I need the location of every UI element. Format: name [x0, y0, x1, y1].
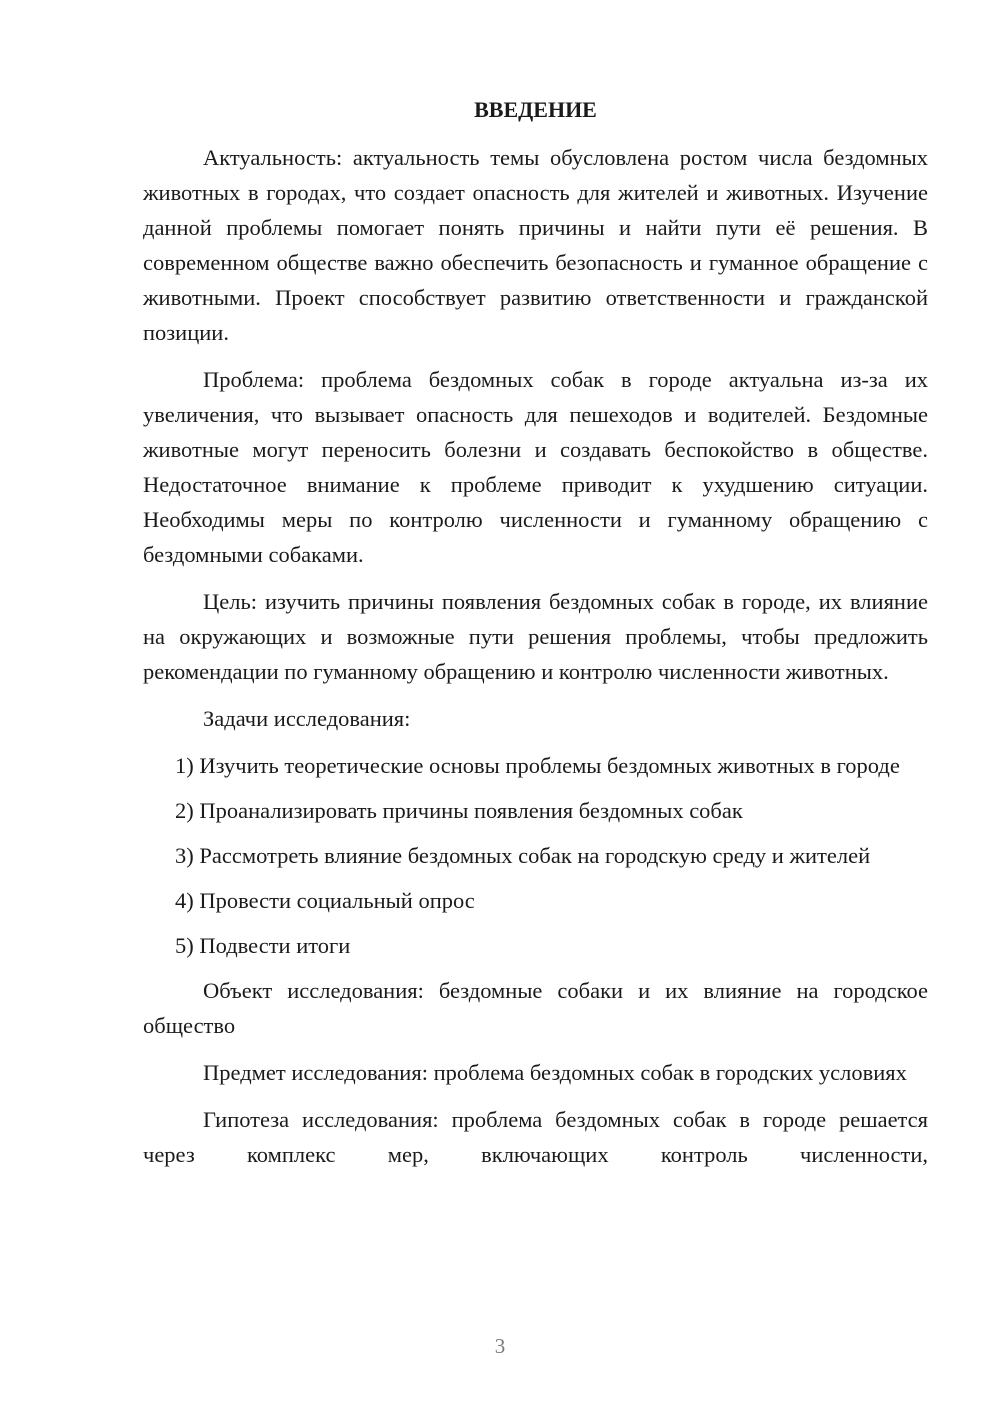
- subject-paragraph: Предмет исследования: проблема бездомных собак в городских условиях: [203, 1060, 907, 1085]
- goal-paragraph: Цель: изучить причины появления бездомных собак в городе, их влияние на окружающих и возможные пути решения проблемы, чтобы предложить рекомендации по гуманному обращению и контролю численности животных.: [143, 589, 928, 684]
- relevance-paragraph: Актуальность: актуальность темы обусловлена ростом числа бездомных животных в городах, что создает опасность для жителей и животных. Изучение данной проблемы помогает понять причины и найти пути её решения. В современном обществе важно обеспечить безопасность и гуманное обращение с животными. Проект способствует развитию ответственности и гражданской позиции.: [143, 145, 928, 345]
- task-item: 2) Проанализировать причины появления бездомных собак: [175, 798, 743, 823]
- page-number: 3: [494, 1334, 506, 1358]
- task-item: 1) Изучить теоретические основы проблемы бездомных животных в городе: [175, 753, 900, 778]
- task-item: 3) Рассмотреть влияние бездомных собак на городскую среду и жителей: [175, 843, 871, 868]
- task-item: 4) Провести социальный опрос: [175, 888, 475, 913]
- problem-paragraph: Проблема: проблема бездомных собак в городе актуальна из-за их увеличения, что вызывает опасность для пешеходов и водителей. Бездомные животные могут переносить болезни и создавать беспокойство в обществе. Недостаточное внимание к проблеме приводит к ухудшению ситуации. Необходимы меры по контролю численности и гуманному обращению с бездомными собаками.: [143, 367, 928, 567]
- section-title: ВВЕДЕНИЕ: [474, 97, 597, 122]
- object-paragraph: Объект исследования: бездомные собаки и их влияние на городское общество: [143, 978, 928, 1038]
- tasks-heading: Задачи исследования:: [203, 706, 411, 731]
- hypothesis-paragraph: Гипотеза исследования: проблема бездомных собак в городе решается через комплекс мер, включающих контроль численности,: [143, 1107, 928, 1167]
- task-item: 5) Подвести итоги: [175, 933, 351, 958]
- page-content: [143, 96, 928, 1184]
